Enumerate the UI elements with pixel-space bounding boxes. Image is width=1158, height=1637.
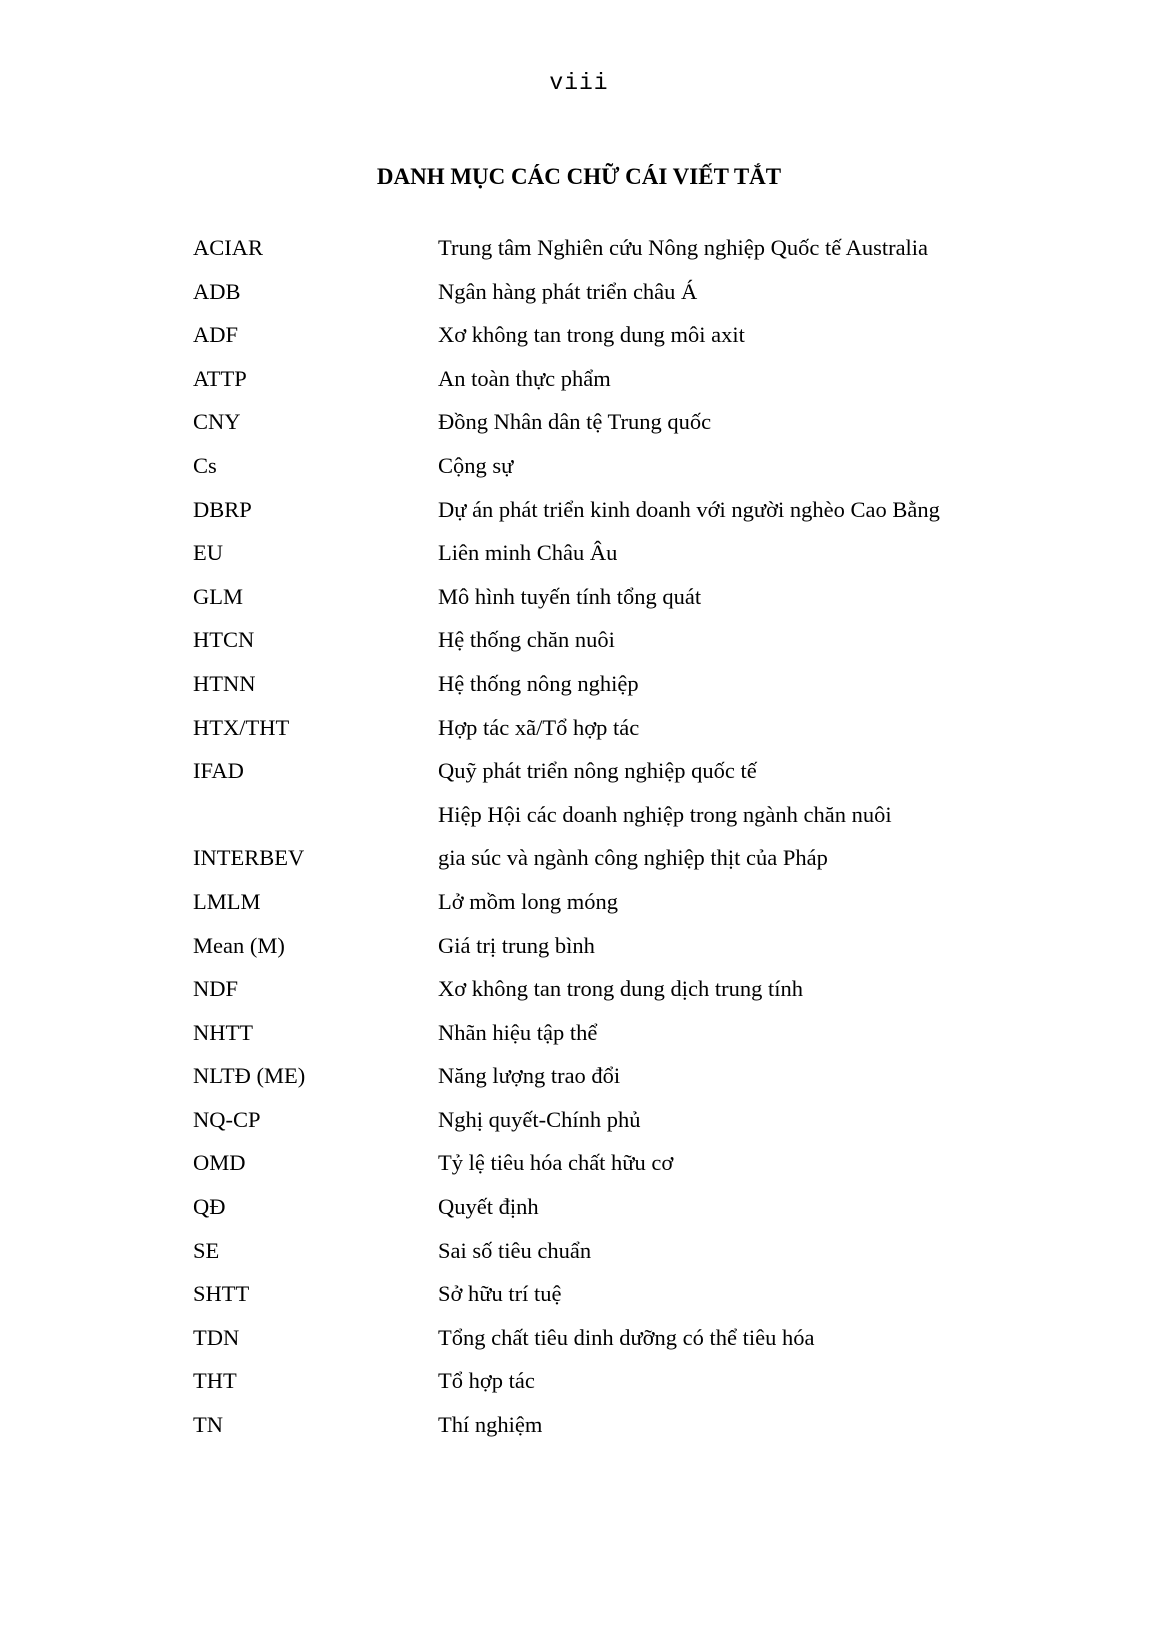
abbreviation-row	[0, 234, 1158, 278]
abbreviation-row	[0, 1411, 1158, 1455]
abbreviation-definition: Ngân hàng phát triển châu Á	[438, 278, 698, 304]
abbreviation-term: TN	[193, 1412, 223, 1438]
abbreviation-definition: An toàn thực phẩm	[438, 365, 611, 391]
abbreviation-row	[0, 278, 1158, 322]
abbreviation-term: TDN	[193, 1324, 240, 1350]
page-title: DANH MỤC CÁC CHỮ CÁI VIẾT TẮT	[376, 164, 782, 189]
abbreviation-row	[0, 408, 1158, 452]
abbreviation-term: INTERBEV	[193, 845, 305, 871]
abbreviation-term: HTCN	[193, 627, 255, 653]
abbreviation-row	[0, 888, 1158, 932]
abbreviation-list	[0, 234, 1158, 1455]
abbreviation-row	[0, 1237, 1158, 1281]
abbreviation-term: GLM	[193, 583, 243, 609]
abbreviation-definition: Sở hữu trí tuệ	[438, 1281, 562, 1307]
abbreviation-definition: Xơ không tan trong dung môi axit	[438, 322, 745, 348]
abbreviation-definition: Lở mồm long móng	[438, 888, 619, 914]
abbreviation-definition: Sai số tiêu chuẩn	[438, 1237, 592, 1263]
abbreviation-term: NHTT	[193, 1019, 253, 1045]
abbreviation-row	[0, 452, 1158, 496]
abbreviation-row	[0, 801, 1158, 888]
abbreviation-term: HTX/THT	[193, 714, 290, 740]
abbreviation-definition: Nghị quyết-Chính phủ	[438, 1106, 641, 1132]
abbreviation-definition: Xơ không tan trong dung dịch trung tính	[438, 976, 803, 1002]
abbreviation-term: Cs	[193, 452, 217, 478]
abbreviation-row	[0, 1106, 1158, 1150]
abbreviation-definition: Tỷ lệ tiêu hóa chất hữu cơ	[438, 1150, 674, 1176]
abbreviation-term: ATTP	[193, 365, 247, 391]
abbreviation-term: OMD	[193, 1150, 246, 1176]
abbreviation-term: NDF	[193, 976, 239, 1002]
abbreviation-definition: Tổ hợp tác	[438, 1368, 535, 1394]
abbreviation-row	[0, 1324, 1158, 1368]
abbreviation-term: HTNN	[193, 670, 256, 696]
abbreviation-definition: Liên minh Châu Âu	[438, 540, 618, 566]
abbreviation-definition: Mô hình tuyến tính tổng quát	[438, 583, 702, 609]
abbreviation-term: DBRP	[193, 496, 252, 522]
abbreviation-definition: Hệ thống chăn nuôi	[438, 627, 615, 653]
abbreviation-definition: Quyết định	[438, 1194, 539, 1220]
abbreviation-row	[0, 365, 1158, 409]
abbreviation-row	[0, 1367, 1158, 1411]
abbreviation-row	[0, 1149, 1158, 1193]
abbreviation-term: ACIAR	[193, 235, 264, 260]
abbreviation-definition: Thí nghiệm	[438, 1412, 543, 1438]
abbreviation-definition	[438, 801, 892, 888]
definition-line: Hiệp Hội các doanh nghiệp trong ngành chăn nuôi	[438, 801, 892, 827]
abbreviation-row	[0, 539, 1158, 583]
abbreviation-term: CNY	[193, 409, 241, 435]
abbreviation-definition: Nhãn hiệu tập thể	[438, 1019, 598, 1045]
abbreviation-definition: Hệ thống nông nghiệp	[438, 670, 639, 696]
abbreviation-term: QĐ	[193, 1194, 226, 1220]
abbreviation-row	[0, 1280, 1158, 1324]
abbreviation-term: SHTT	[193, 1281, 250, 1307]
abbreviation-row	[0, 1062, 1158, 1106]
abbreviation-row	[0, 626, 1158, 670]
abbreviation-term: NQ-CP	[193, 1106, 261, 1132]
abbreviation-definition: Năng lượng trao đổi	[438, 1063, 621, 1089]
abbreviation-row	[0, 714, 1158, 758]
abbreviation-term: SE	[193, 1237, 220, 1263]
abbreviation-term: ADF	[193, 322, 239, 348]
abbreviation-row	[0, 1193, 1158, 1237]
abbreviation-term: NLTĐ (ME)	[193, 1063, 306, 1089]
abbreviation-row	[0, 583, 1158, 627]
abbreviation-definition: Tổng chất tiêu dinh dưỡng có thể tiêu hóa	[438, 1324, 815, 1350]
abbreviation-row	[0, 932, 1158, 976]
abbreviation-definition: Dự án phát triển kinh doanh với người nghèo Cao Bằng	[438, 496, 940, 522]
abbreviation-term: THT	[193, 1368, 237, 1394]
abbreviation-definition: Hợp tác xã/Tổ hợp tác	[438, 714, 640, 740]
abbreviation-definition: Cộng sự	[438, 452, 514, 478]
abbreviation-definition: Đồng Nhân dân tệ Trung quốc	[438, 409, 712, 435]
abbreviation-term: Mean (M)	[193, 932, 285, 958]
abbreviation-row	[0, 1019, 1158, 1063]
abbreviation-definition: Giá trị trung bình	[438, 932, 595, 958]
abbreviation-term: LMLM	[193, 888, 261, 914]
abbreviation-row	[0, 321, 1158, 365]
abbreviation-row	[0, 496, 1158, 540]
abbreviation-term: EU	[193, 540, 223, 566]
abbreviation-row	[0, 670, 1158, 714]
abbreviation-term: ADB	[193, 278, 241, 304]
abbreviation-definition: Trung tâm Nghiên cứu Nông nghiệp Quốc tế Australia	[438, 235, 929, 260]
definition-line: gia súc và ngành công nghiệp thịt của Pháp	[438, 845, 828, 871]
abbreviation-definition: Quỹ phát triển nông nghiệp quốc tế	[438, 758, 757, 784]
abbreviation-row	[0, 757, 1158, 801]
abbreviation-row	[0, 975, 1158, 1019]
abbreviation-term: IFAD	[193, 758, 244, 784]
page-number: viii	[549, 70, 609, 96]
